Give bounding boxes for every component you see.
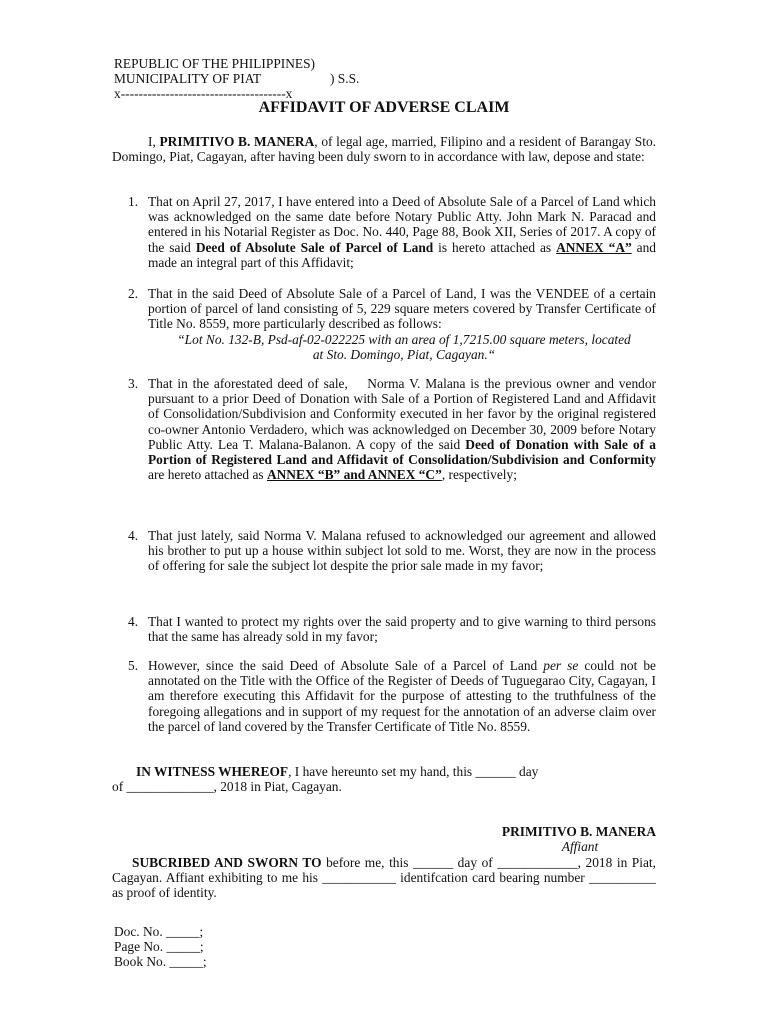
item-number: 2. bbox=[128, 286, 139, 301]
caption-separator: x-------------------------------------x bbox=[114, 86, 293, 101]
caption-municipality-name: MUNICIPALITY OF PIAT bbox=[114, 71, 262, 86]
affiant-name-intro: PRIMITIVO B. MANERA bbox=[159, 134, 315, 149]
caption-ss: ) S.S. bbox=[330, 71, 360, 86]
item-3-bold: Deed of Donation with Sale of a Portion of Registered Land and Affidavit of Consolidation/Subdivision and Conformity bbox=[148, 436, 656, 468]
item-3-text-b: are hereto attached as bbox=[148, 467, 267, 483]
item-1-text-c: and made an integral part of this Affidavit; bbox=[148, 239, 656, 270]
item-2 bbox=[128, 286, 656, 362]
intro-post: , of legal age, married, Filipino and a resident of Barangay Sto. Domingo, Piat, Cagayan, after having been duly sworn to in accordance with law, depose and state: bbox=[112, 134, 657, 165]
item-6-text-b: could not be annotated on the Title with the Office of the Register of Deeds of Tuguegarao City, Cagayan, I am therefore executing this Affidavit for the purpose of attesting to the truthfulness of the foregoing allegations and in support of my request for the annotation of an adverse claim over the parcel of land covered by the Transfer Certificate of Title No. 8559. bbox=[148, 658, 656, 734]
item-1 bbox=[128, 194, 656, 270]
item-text: That just lately, said Norma V. Malana refused to acknowledged our agreement and allowed his brother to put up a house within subject lot sold to me. Worst, they are now in the process of offering for sale the subject lot despite the prior sale made in my favor; bbox=[148, 528, 656, 574]
witness-line2: of _____________, 2018 in Piat, Cagayan. bbox=[112, 779, 342, 794]
item-text bbox=[148, 376, 656, 482]
page-no: Page No. _____; bbox=[114, 939, 204, 954]
document-title: AFFIDAVIT OF ADVERSE CLAIM bbox=[258, 99, 510, 116]
doc-no: Doc. No. _____; bbox=[114, 924, 204, 939]
affiant-label: Affiant bbox=[561, 839, 599, 854]
caption-municipality bbox=[114, 71, 534, 86]
subscribed-bold: SUBCRIBED AND SWORN TO bbox=[132, 855, 322, 870]
item-text bbox=[148, 658, 656, 734]
lot-description-line1: “Lot No. 132-B, Psd-af-02-022225 with an area of 1,7215.00 square meters, located bbox=[177, 331, 631, 347]
item-6 bbox=[128, 658, 656, 734]
subscribed-text: before me, this ______ day of ____________, 2018 in Piat, Cagayan. Affiant exhibiting to me his ___________ identifcation card bearing number __________ as proof of identity. bbox=[112, 855, 656, 901]
item-5 bbox=[128, 614, 656, 644]
caption-republic: REPUBLIC OF THE PHILIPPINES) bbox=[114, 56, 316, 71]
item-number: 5. bbox=[128, 658, 139, 673]
subscribed-paragraph bbox=[112, 855, 656, 901]
item-number: 3. bbox=[128, 376, 139, 391]
item-1-text-b: is hereto attached as bbox=[433, 239, 557, 255]
lot-description-line2: at Sto. Domingo, Piat, Cagayan.“ bbox=[312, 346, 496, 362]
intro-pre: I, bbox=[148, 134, 160, 149]
annex-b-c: ANNEX “B” and ANNEX “C” bbox=[266, 467, 442, 483]
item-text: That in the said Deed of Absolute Sale of a Parcel of Land, I was the VENDEE of a certain portion of parcel of land consisting of 5, 229 square meters covered by Transfer Certificate of Title No. 8559, more particularly described as follows: bbox=[148, 286, 656, 332]
item-number: 4. bbox=[128, 528, 139, 543]
witness-bold: IN WITNESS WHEREOF bbox=[136, 764, 289, 779]
item-text: That I wanted to protect my rights over the said property and to give warning to third persons that the same has already sold in my favor; bbox=[148, 614, 656, 645]
item-6-text-a: However, since the said Deed of Absolute Sale of a Parcel of Land bbox=[148, 658, 544, 673]
item-number: 1. bbox=[128, 194, 139, 209]
item-4 bbox=[128, 528, 656, 574]
item-3 bbox=[128, 376, 656, 482]
book-no: Book No. _____; bbox=[114, 954, 207, 969]
affiant-name: PRIMITIVO B. MANERA bbox=[501, 824, 656, 839]
annex-a: ANNEX “A” bbox=[556, 239, 632, 255]
item-3-text-a: That in the aforestated deed of sale, Norma V. Malana is the previous owner and vendor pursuant to a prior Deed of Donation with Sale of a Portion of Registered Land and Affidavit of Consolidation/Subdivision and Conformity executed in her favor by the original registered co-owner Antonio Verdadero, which was acknowledged on December 30, 2009 before Notary Public Atty. Lea T. Malana-Balanon. A copy of the said bbox=[148, 376, 656, 452]
item-6-italic: per se bbox=[543, 658, 579, 673]
intro-paragraph bbox=[112, 134, 656, 164]
witness-line1 bbox=[112, 764, 656, 779]
item-number: 4. bbox=[128, 614, 139, 629]
item-1-text-a: That on April 27, 2017, I have entered into a Deed of Absolute Sale of a Parcel of Land which was acknowledged on the same date before Notary Public Atty. John Mark N. Paracad and entered in his Notarial Register as Doc. No. 440, Page 88, Book XII, Series of 2017. A copy of the said bbox=[148, 194, 656, 255]
witness-rest: , I have hereunto set my hand, this ______ day bbox=[288, 764, 539, 779]
item-3-text-c: , respectively; bbox=[441, 467, 517, 483]
item-1-bold: Deed of Absolute Sale of Parcel of Land bbox=[195, 239, 434, 255]
item-text bbox=[148, 194, 656, 270]
